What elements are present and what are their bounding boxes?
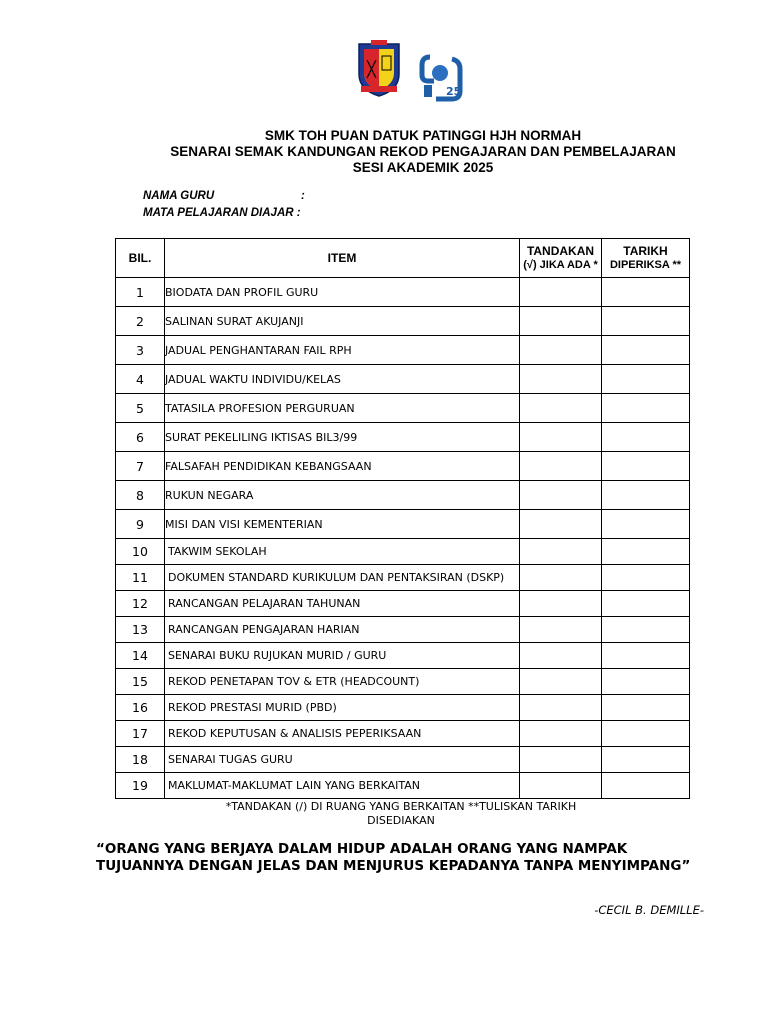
tarikh-cell[interactable] — [602, 510, 690, 539]
table-row — [116, 510, 690, 539]
tarikh-cell[interactable] — [602, 481, 690, 510]
tarikh-cell[interactable] — [602, 539, 690, 565]
table-row — [116, 423, 690, 452]
tandakan-cell[interactable] — [520, 278, 602, 307]
tandakan-cell[interactable] — [520, 643, 602, 669]
school-name: SMK TOH PUAN DATUK PATINGGI HJH NORMAH — [264, 128, 582, 143]
row-item: TAKWIM SEKOLAH — [165, 539, 520, 565]
row-item: RANCANGAN PELAJARAN TAHUNAN — [165, 591, 520, 617]
checklist-table — [115, 238, 690, 799]
row-item: RANCANGAN PENGAJARAN HARIAN — [165, 617, 520, 643]
tarikh-cell[interactable] — [602, 617, 690, 643]
row-item: SENARAI TUGAS GURU — [165, 747, 520, 773]
row-item: JADUAL WAKTU INDIVIDU/KELAS — [165, 365, 520, 394]
row-number: 13 — [116, 617, 165, 643]
tandakan-cell[interactable] — [520, 721, 602, 747]
row-number: 8 — [116, 481, 165, 510]
tarikh-cell[interactable] — [602, 773, 690, 799]
table-row — [116, 669, 690, 695]
table-row — [116, 481, 690, 510]
row-item: MAKLUMAT-MAKLUMAT LAIN YANG BERKAITAN — [165, 773, 520, 799]
row-number: 4 — [116, 365, 165, 394]
header-tandakan-line1: TANDAKAN — [526, 244, 595, 258]
tandakan-cell[interactable] — [520, 591, 602, 617]
logo-bar — [0, 40, 768, 102]
tarikh-cell[interactable] — [602, 695, 690, 721]
table-row — [116, 365, 690, 394]
row-item: SENARAI BUKU RUJUKAN MURID / GURU — [165, 643, 520, 669]
table-row — [116, 452, 690, 481]
nama-guru-label: NAMA GURU — [143, 190, 215, 202]
footnote-line1: *TANDAKAN (/) DI RUANG YANG BERKAITAN **TULISKAN TARIKH — [225, 800, 577, 813]
tandakan-cell[interactable] — [520, 617, 602, 643]
tandakan-cell[interactable] — [520, 365, 602, 394]
header-tarikh — [602, 239, 690, 278]
tarikh-cell[interactable] — [602, 423, 690, 452]
quote-text: “ORANG YANG BERJAYA DALAM HIDUP ADALAH ORANG YANG NAMPAK TUJUANNYA DENGAN JELAS DAN MENJURUS KEPADANYA TANPA MENYIMPANG” — [96, 841, 691, 874]
tarikh-cell[interactable] — [602, 307, 690, 336]
table-row — [116, 394, 690, 423]
tarikh-cell[interactable] — [602, 669, 690, 695]
row-number: 19 — [116, 773, 165, 799]
row-number: 3 — [116, 336, 165, 365]
row-item: FALSAFAH PENDIDIKAN KEBANGSAAN — [165, 452, 520, 481]
tandakan-cell[interactable] — [520, 773, 602, 799]
anniversary-badge-icon — [416, 53, 466, 103]
table-row — [116, 721, 690, 747]
header-bil: BIL. — [116, 239, 165, 278]
header-tandakan — [520, 239, 602, 278]
row-number: 18 — [116, 747, 165, 773]
tandakan-cell[interactable] — [520, 539, 602, 565]
tarikh-cell[interactable] — [602, 452, 690, 481]
tarikh-cell[interactable] — [602, 565, 690, 591]
tandakan-cell[interactable] — [520, 423, 602, 452]
table-row — [116, 591, 690, 617]
tarikh-cell[interactable] — [602, 394, 690, 423]
tarikh-cell[interactable] — [602, 336, 690, 365]
document-title: SENARAI SEMAK KANDUNGAN REKOD PENGAJARAN DAN PEMBELAJARAN — [170, 144, 676, 159]
row-number: 16 — [116, 695, 165, 721]
table-row — [116, 695, 690, 721]
tarikh-cell[interactable] — [602, 365, 690, 394]
tarikh-cell[interactable] — [602, 591, 690, 617]
academic-session: SESI AKADEMIK 2025 — [352, 160, 494, 175]
header-tandakan-line2: (√) JIKA ADA * — [523, 259, 598, 271]
header-item: ITEM — [165, 239, 520, 278]
header-tarikh-line2: DIPERIKSA ** — [609, 259, 682, 271]
row-number: 12 — [116, 591, 165, 617]
row-number: 9 — [116, 510, 165, 539]
row-item: SURAT PEKELILING IKTISAS BIL3/99 — [165, 423, 520, 452]
document-header — [0, 128, 768, 176]
tandakan-cell[interactable] — [520, 695, 602, 721]
table-row — [116, 617, 690, 643]
footnote — [0, 800, 768, 828]
tandakan-cell[interactable] — [520, 510, 602, 539]
footnote-line2: DISEDIAKAN — [367, 814, 435, 827]
school-crest-icon — [356, 40, 402, 98]
tarikh-cell[interactable] — [602, 747, 690, 773]
table-row — [116, 336, 690, 365]
row-number: 6 — [116, 423, 165, 452]
tarikh-cell[interactable] — [602, 278, 690, 307]
tandakan-cell[interactable] — [520, 747, 602, 773]
nama-guru-colon: : — [301, 190, 305, 202]
table-row — [116, 307, 690, 336]
table-row — [116, 643, 690, 669]
nama-guru-row — [143, 188, 305, 205]
mata-pelajaran-row — [143, 205, 301, 222]
row-number: 7 — [116, 452, 165, 481]
teacher-info — [143, 188, 305, 222]
quote-author: -CECIL B. DEMILLE- — [594, 903, 704, 917]
tandakan-cell[interactable] — [520, 307, 602, 336]
row-number: 5 — [116, 394, 165, 423]
table-header-row — [116, 239, 690, 278]
table-row — [116, 773, 690, 799]
row-item: REKOD PENETAPAN TOV & ETR (HEADCOUNT) — [165, 669, 520, 695]
row-item: REKOD PRESTASI MURID (PBD) — [165, 695, 520, 721]
row-item: REKOD KEPUTUSAN & ANALISIS PEPERIKSAAN — [165, 721, 520, 747]
row-number: 1 — [116, 278, 165, 307]
row-number: 17 — [116, 721, 165, 747]
table-row — [116, 565, 690, 591]
tandakan-cell[interactable] — [520, 394, 602, 423]
row-number: 15 — [116, 669, 165, 695]
table-row — [116, 278, 690, 307]
row-number: 2 — [116, 307, 165, 336]
row-number: 14 — [116, 643, 165, 669]
row-item: RUKUN NEGARA — [165, 481, 520, 510]
row-item: JADUAL PENGHANTARAN FAIL RPH — [165, 336, 520, 365]
row-item: TATASILA PROFESION PERGURUAN — [165, 394, 520, 423]
svg-text:25: 25 — [446, 85, 462, 98]
header-tarikh-line1: TARIKH — [623, 244, 668, 258]
row-number: 10 — [116, 539, 165, 565]
tarikh-cell[interactable] — [602, 643, 690, 669]
tandakan-cell[interactable] — [520, 669, 602, 695]
tandakan-cell[interactable] — [520, 452, 602, 481]
tandakan-cell[interactable] — [520, 336, 602, 365]
row-item: MISI DAN VISI KEMENTERIAN — [165, 510, 520, 539]
row-item: BIODATA DAN PROFIL GURU — [165, 278, 520, 307]
tarikh-cell[interactable] — [602, 721, 690, 747]
row-item: DOKUMEN STANDARD KURIKULUM DAN PENTAKSIRAN (DSKP) — [165, 565, 520, 591]
tandakan-cell[interactable] — [520, 481, 602, 510]
table-row — [116, 539, 690, 565]
row-item: SALINAN SURAT AKUJANJI — [165, 307, 520, 336]
mata-pelajaran-label: MATA PELAJARAN DIAJAR : — [143, 207, 301, 219]
tandakan-cell[interactable] — [520, 565, 602, 591]
row-number: 11 — [116, 565, 165, 591]
table-row — [116, 747, 690, 773]
